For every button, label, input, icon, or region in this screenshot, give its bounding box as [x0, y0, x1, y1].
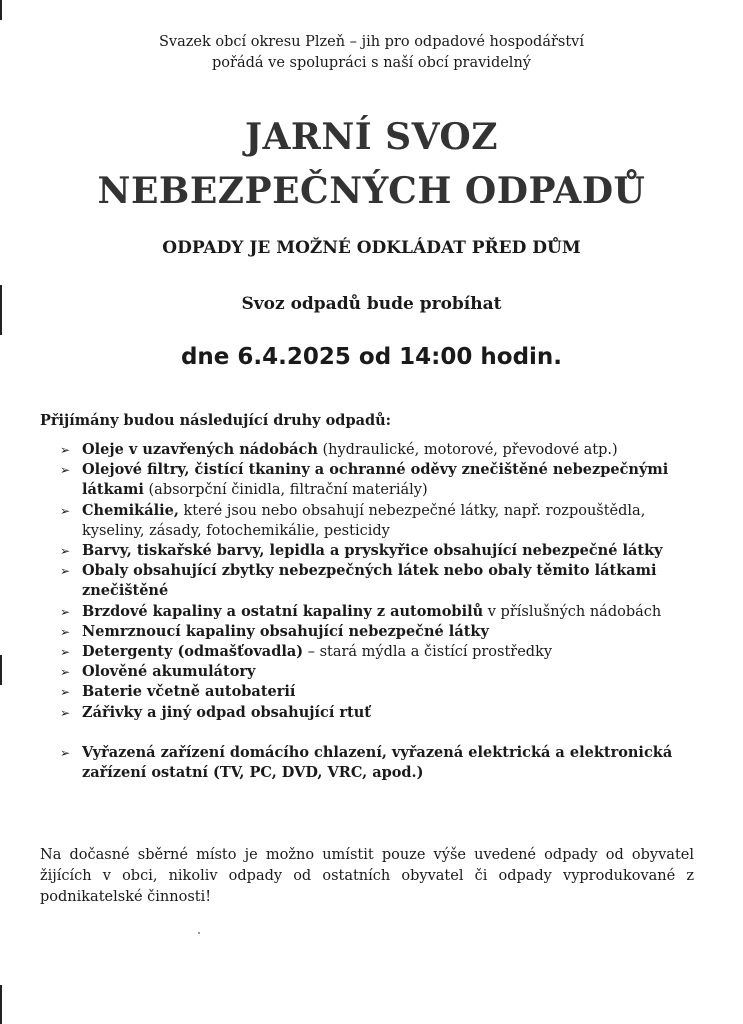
waste-list-item — [60, 561, 680, 601]
page-title — [0, 110, 743, 218]
scan-edge-mark — [0, 985, 2, 1024]
arrow-bullet-icon: ➢ — [60, 665, 71, 680]
title-line-1: JARNÍ SVOZ — [244, 116, 499, 158]
waste-item-name: Baterie včetně autobaterií — [82, 683, 296, 701]
waste-item-name: Obaly obsahující zbytky nebezpečných látek nebo obaly těmito látkami znečištěné — [82, 562, 657, 600]
header-line-2: pořádá ve spolupráci s naší obcí pravidelný — [212, 55, 531, 71]
waste-list-item — [60, 501, 680, 541]
subtitle: ODPADY JE MOŽNÉ ODKLÁDAT PŘED DŮM — [162, 238, 581, 258]
waste-list-item — [60, 703, 680, 723]
arrow-bullet-icon: ➢ — [60, 745, 71, 760]
waste-item-name: Nemrznoucí kapaliny obsahující nebezpečné látky — [82, 622, 489, 640]
arrow-bullet-icon: ➢ — [60, 624, 71, 639]
note-paragraph: Na dočasné sběrné místo je možno umístit pouze výše uvedené odpady od obyvatel žijících v obci, nikoliv odpady od ostatních obyvatel či odpady vyprodukované z podnikatelské činnosti! — [40, 847, 694, 905]
scan-edge-mark — [0, 0, 2, 20]
arrow-bullet-icon: ➢ — [60, 604, 71, 619]
waste-item-detail: (absorpční činidla, filtrační materiály) — [143, 482, 428, 499]
waste-item-name: Zářivky a jiný odpad obsahující rtuť — [82, 703, 371, 721]
waste-list-item — [60, 743, 680, 783]
waste-list-item — [60, 460, 680, 500]
header-intro — [0, 32, 743, 74]
collection-text: Svoz odpadů bude probíhat — [241, 294, 502, 314]
scan-edge-mark — [0, 655, 2, 685]
waste-list — [60, 440, 680, 783]
waste-list-item — [60, 642, 680, 662]
arrow-bullet-icon: ➢ — [60, 443, 71, 457]
waste-item-name: Detergenty (odmašťovadla) — [82, 643, 304, 661]
arrow-bullet-icon: ➢ — [60, 645, 71, 660]
arrow-bullet-icon: ➢ — [60, 705, 71, 720]
waste-list-item — [60, 682, 680, 702]
waste-item-name: Olejové filtry, čistící tkaniny a ochranné oděvy znečištěné nebezpečnými látkami — [82, 461, 669, 499]
collection-date: dne 6.4.2025 od 14:00 hodin. — [180, 344, 563, 370]
waste-item-name: Olověné akumulátory — [82, 663, 256, 681]
waste-item-detail: – stará mýdla a čistící prostředky — [303, 644, 553, 661]
accepted-heading: Přijímány budou následující druhy odpadů: — [40, 412, 392, 429]
waste-item-detail: v příslušných nádobách — [483, 603, 662, 620]
arrow-bullet-icon: ➢ — [60, 503, 71, 518]
arrow-bullet-icon: ➢ — [60, 685, 71, 700]
title-line-2: NEBEZPEČNÝCH ODPADŮ — [97, 170, 646, 212]
waste-item-name: Brzdové kapaliny a ostatní kapaliny z automobilů — [82, 602, 484, 620]
waste-list-item — [60, 541, 680, 561]
waste-item-name: Barvy, tiskařské barvy, lepidla a pryskyřice obsahující nebezpečné látky — [82, 542, 663, 560]
arrow-bullet-icon: ➢ — [60, 463, 71, 478]
waste-list-item — [60, 662, 680, 682]
scan-speck — [198, 932, 200, 934]
waste-item-detail: (hydraulické, motorové, převodové atp.) — [317, 442, 618, 458]
waste-item-detail: které jsou nebo obsahují nebezpečné látky, např. rozpouštědla, kyseliny, zásady, fotochemikálie, pesticidy — [82, 502, 646, 539]
waste-item-name: Chemikálie, — [82, 501, 179, 519]
waste-list-item — [60, 622, 680, 642]
header-line-1: Svazek obcí okresu Plzeň – jih pro odpadové hospodářství — [158, 34, 585, 50]
arrow-bullet-icon: ➢ — [60, 564, 71, 579]
waste-item-name: Oleje v uzavřených nádobách — [82, 441, 318, 458]
arrow-bullet-icon: ➢ — [60, 544, 71, 559]
waste-list-item — [60, 602, 680, 622]
waste-item-name: Vyřazená zařízení domácího chlazení, vyřazená elektrická a elektronická zařízení ostatní (TV, PC, DVD, VRC, apod.) — [82, 743, 673, 782]
waste-list-item — [60, 440, 680, 460]
